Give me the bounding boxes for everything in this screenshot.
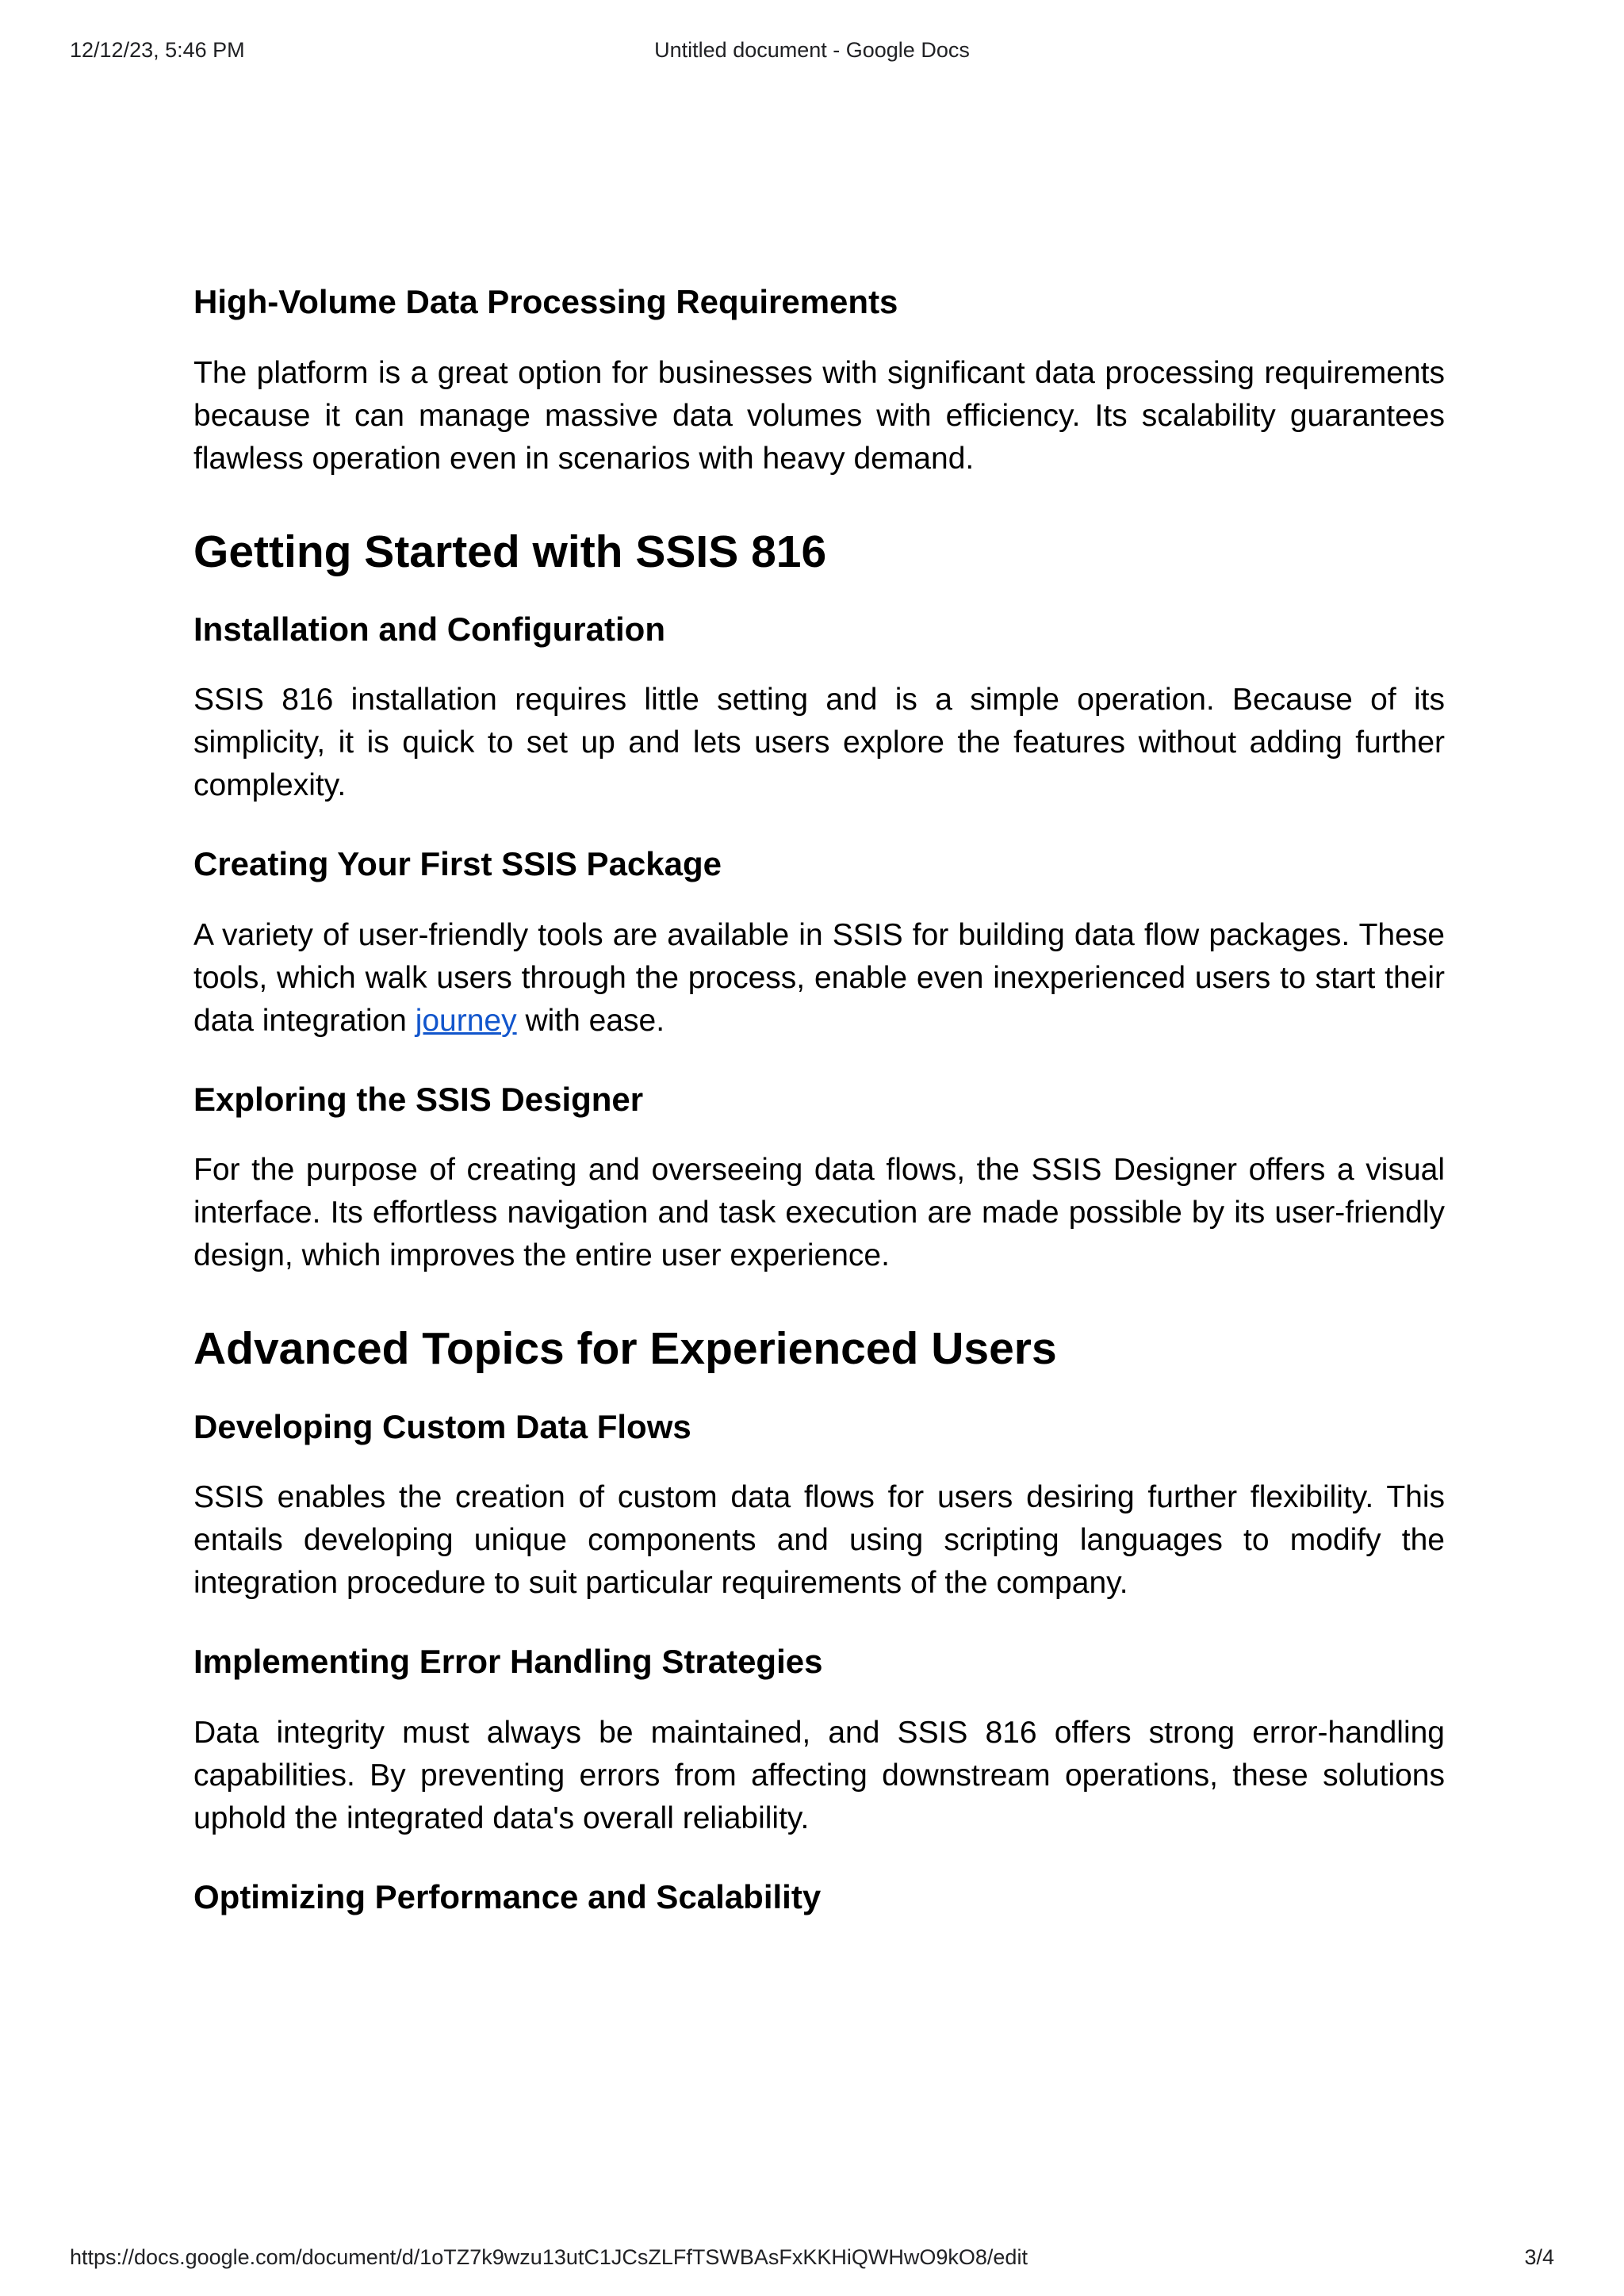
paragraph-first-package-text: A variety of user-friendly tools are available in SSIS for building data flow packages. These tools, which walk users through the process, enable even inexperienced users to start their data integration	[193, 917, 1445, 1038]
paragraph-first-package	[193, 914, 1445, 1043]
heading-first-package: Creating Your First SSIS Package	[193, 845, 722, 883]
heading-optimizing-performance: Optimizing Performance and Scalability	[193, 1877, 822, 1915]
paragraph-high-volume: The platform is a great option for businesses with significant data processing requirements because it can manage massive data volumes with efficiency. Its scalability guarantees flawless operation even in scenarios with heavy demand.	[193, 355, 1445, 476]
print-footer	[70, 2245, 1554, 2277]
print-title: Untitled document - Google Docs	[654, 38, 970, 62]
heading-high-volume: High-Volume Data Processing Requirements	[193, 283, 898, 320]
paragraph-custom-data-flows: SSIS enables the creation of custom data flows for users desiring further flexibility. This entails developing unique components and using scripting languages to modify the integration procedure to suit particular requirements of the company.	[193, 1480, 1445, 1601]
print-header	[70, 38, 1554, 70]
heading-installation: Installation and Configuration	[193, 610, 665, 648]
document-body	[193, 281, 1445, 1946]
page-number: 3/4	[1524, 2245, 1554, 2269]
heading-advanced-topics: Advanced Topics for Experienced Users	[193, 1323, 1057, 1375]
heading-getting-started: Getting Started with SSIS 816	[193, 526, 827, 577]
heading-custom-data-flows: Developing Custom Data Flows	[193, 1407, 691, 1445]
paragraph-installation: SSIS 816 installation requires little setting and is a simple operation. Because of its simplicity, it is quick to set up and lets users explore the features without adding further complexity.	[193, 683, 1445, 803]
journey-link[interactable]: journey	[415, 1003, 517, 1038]
paragraph-designer: For the purpose of creating and overseeing data flows, the SSIS Designer offers a visual interface. Its effortless navigation and task execution are made possible by its user-friendly design, which improves the entire user experience.	[193, 1153, 1445, 1273]
heading-error-handling: Implementing Error Handling Strategies	[193, 1643, 823, 1681]
print-url: https://docs.google.com/document/d/1oTZ7k9wzu13utC1JCsZLFfTSWBAsFxKKHiQWHwO9kO8/edit	[70, 2245, 1028, 2269]
heading-designer: Exploring the SSIS Designer	[193, 1080, 644, 1118]
paragraph-error-handling: Data integrity must always be maintained, and SSIS 816 offers strong error-handling capabilities. By preventing errors from affecting downstream operations, these solutions uphold the integrated data's overall reliability.	[193, 1715, 1445, 1835]
paragraph-first-package-tail: with ease.	[516, 1003, 665, 1038]
print-datetime: 12/12/23, 5:46 PM	[70, 38, 245, 62]
